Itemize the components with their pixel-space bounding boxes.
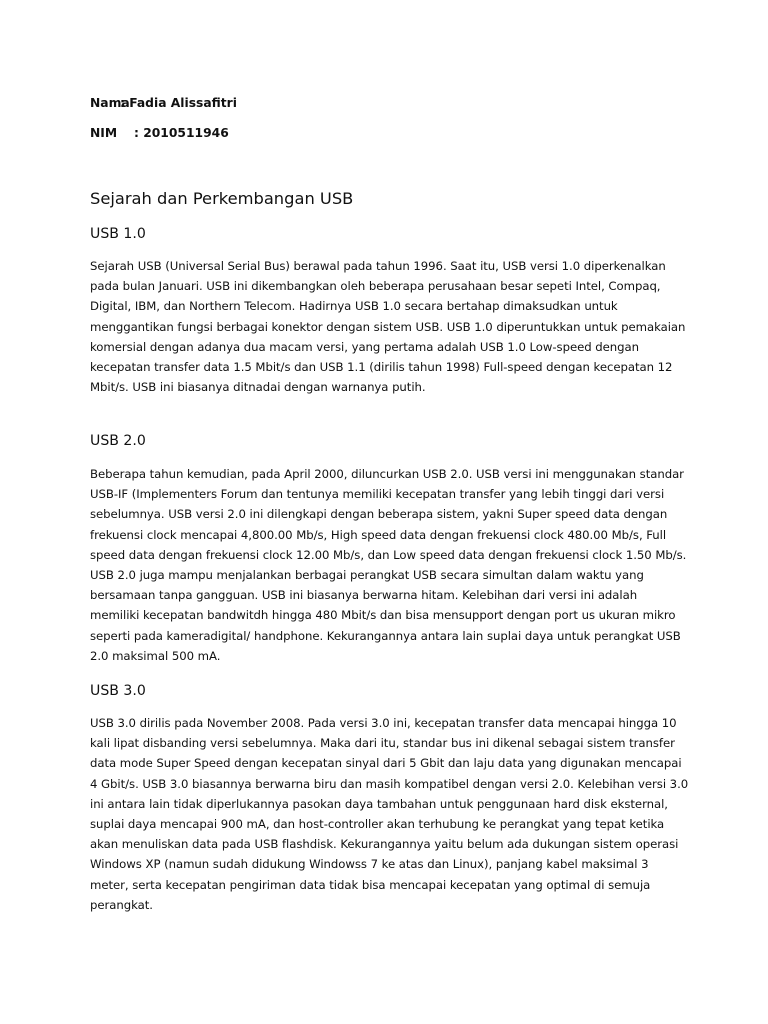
nim-value: : 2010511946 (134, 126, 229, 140)
student-name-row (90, 95, 237, 111)
section-heading-usb-1: USB 1.0 (90, 226, 146, 242)
section-heading-usb-3: USB 3.0 (90, 683, 146, 699)
document-title: Sejarah dan Perkembangan USB (90, 189, 354, 208)
student-nim-row (90, 125, 229, 141)
section-body-usb-3: USB 3.0 dirilis pada November 2008. Pada versi 3.0 ini, kecepatan transfer data mencapai hingga 10 kali lipat disbanding versi sebelumnya. Maka dari itu, standar bus ini dikenal sebagai sistem transfer data mode Super Speed dengan kecepatan sinyal dari 5 Gbit dan laju data yang digunakan mencapai 4 Gbit/s. USB 3.0 biasannya berwarna biru dan masih kompatibel dengan versi 2.0. Kelebihan versi 3.0 ini antara lain tidak diperlukannya pasokan daya tambahan untuk penggunaan hard disk eksternal, suplai daya mencapai 900 mA, dan host-controller akan terhubung ke perangkat yang tepat ketika akan menuliskan data pada USB flashdisk. Kekurangannya yaitu belum ada dukungan sistem operasi Windows XP (namun sudah didukung Windowss 7 ke atas dan Linux), panjang kabel maksimal 3 meter, serta kecepatan pengiriman data tidak bisa mencapai kecepatan yang optimal di semuja perangkat. (90, 716, 689, 912)
name-label: Nama (90, 96, 130, 110)
section-heading-usb-2: USB 2.0 (90, 433, 146, 449)
name-value: : Fadia Alissafitri (120, 96, 237, 110)
section-body-usb-2: Beberapa tahun kemudian, pada April 2000, diluncurkan USB 2.0. USB versi ini menggunakan standar USB-IF (Implementers Forum dan tentunya memiliki kecepatan transfer yang lebih tinggi dari versi sebelumnya. USB versi 2.0 ini dilengkapi dengan beberapa sistem, yakni Super speed data dengan frekuensi clock mencapai 4,800.00 Mb/s, High speed data dengan frekuensi clock 480.00 Mb/s, Full speed data dengan frekuensi clock 12.00 Mb/s, dan Low speed data dengan frekuensi clock 1.50 Mb/s. USB 2.0 juga mampu menjalankan berbagai perangkat USB secara simultan dalam waktu yang bersamaan tanpa gangguan. USB ini biasanya berwarna hitam. Kelebihan dari versi ini adalah memiliki kecepatan bandwitdh hingga 480 Mbit/s dan bisa mensupport dengan port us ukuran mikro seperti pada kameradigital/ handphone. Kekurangannya antara lain suplai daya untuk perangkat USB 2.0 maksimal 500 mA. (90, 467, 687, 663)
nim-label: NIM (90, 126, 118, 140)
section-body-usb-1: Sejarah USB (Universal Serial Bus) berawal pada tahun 1996. Saat itu, USB versi 1.0 diperkenalkan pada bulan Januari. USB ini dikembangkan oleh beberapa perusahaan besar sepeti Intel, Compaq, Digital, IBM, dan Northern Telecom. Hadirnya USB 1.0 secara bertahap dimaksudkan untuk menggantikan fungsi berbagai konektor dengan sistem USB. USB 1.0 diperuntukkan untuk pemakaian komersial dengan adanya dua macam versi, yang pertama adalah USB 1.0 Low-speed dengan kecepatan transfer data 1.5 Mbit/s dan USB 1.1 (dirilis tahun 1998) Full-speed dengan kecepatan 12 Mbit/s. USB ini biasanya ditnadai dengan warnanya putih. (90, 259, 686, 395)
